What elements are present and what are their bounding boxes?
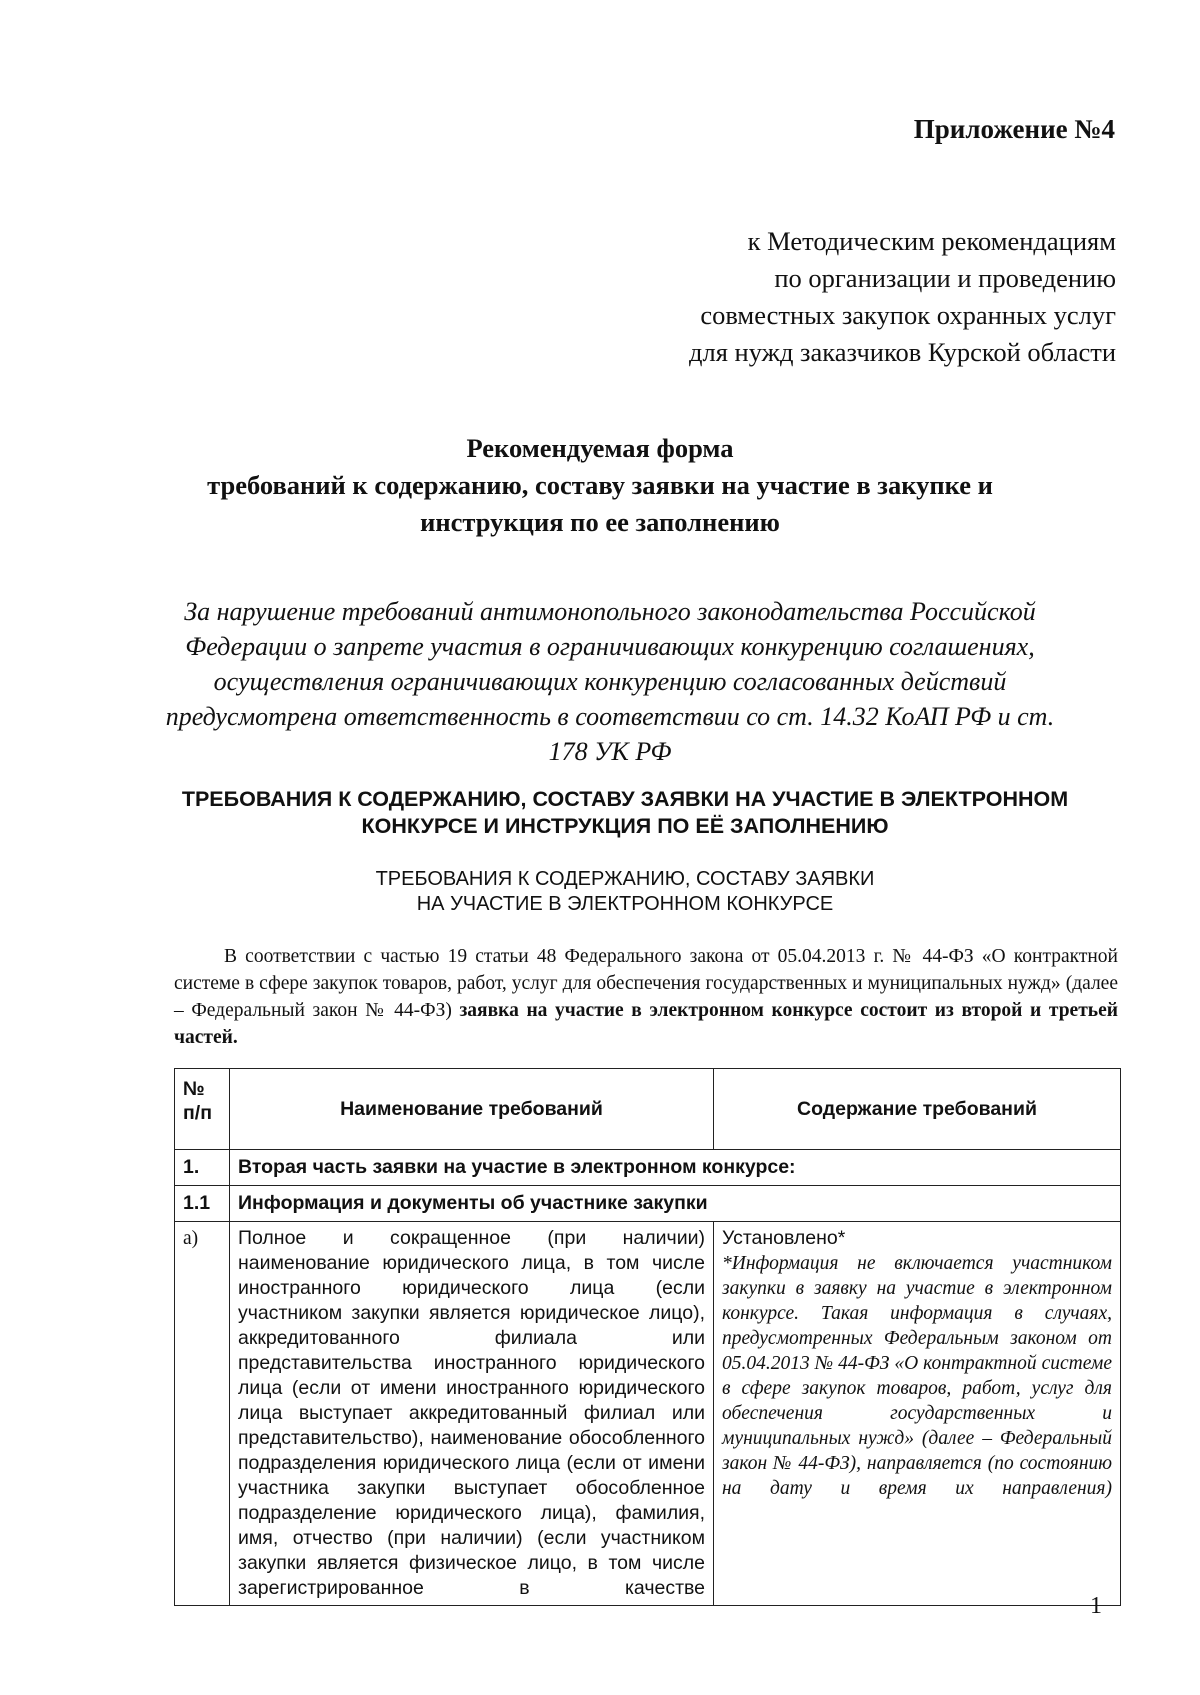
row-num: 1. (175, 1150, 230, 1186)
requirements-table (174, 1068, 1121, 1606)
row-title: Информация и документы об участнике закупки (230, 1186, 1121, 1222)
row-description: Полное и сокращенное (при наличии) наименование юридического лица, в том числе иностранного юридического лица (если участником закупки является юридическое лицо), аккредитованного филиала или представительства иностранного юридического лица (если от имени иностранного юридического лица выступает аккредитованный филиал или представительство), наименование обособленного подразделения юридического лица (если от имени участника закупки выступает обособленное подразделение юридического лица), фамилия, имя, отчество (при наличии) (если участником закупки является физическое лицо, в том числе зарегистрированное в качестве (230, 1222, 714, 1606)
appendix-title: Приложение №4 (913, 114, 1115, 144)
header-content: Содержание требований (714, 1069, 1121, 1150)
requirements-title: ТРЕБОВАНИЯ К СОДЕРЖАНИЮ, СОСТАВУ ЗАЯВКИ НА УЧАСТИЕ В ЭЛЕКТРОННОМ КОНКУРСЕ И ИНСТРУКЦИЯ ПО ЕЁ ЗАПОЛНЕНИЮ (181, 787, 1069, 838)
intro-text: В соответствии с частью 19 статьи 48 Федерального закона от 05.04.2013 г. № 44-ФЗ «О контрактной системе в сфере закупок товаров, работ, услуг для обеспечения государственных и муниципальных нужд» (далее – Федеральный закон № 44-ФЗ) (174, 946, 1118, 1021)
table-row (175, 1150, 1121, 1186)
header-name: Наименование требований (230, 1069, 714, 1150)
table-row (175, 1222, 1121, 1606)
requirements-subtitle (200, 867, 1050, 917)
appendix-subtitle (0, 223, 1116, 371)
appendix-subtitle-line: совместных закупок охранных услуг (700, 300, 1116, 330)
header-num: № п/п (175, 1069, 230, 1150)
table-header-row (175, 1069, 1121, 1150)
form-title-line: инструкция по ее заполнению (420, 507, 780, 537)
row-num: а) (175, 1222, 230, 1606)
requirements-subtitle-line: ТРЕБОВАНИЯ К СОДЕРЖАНИЮ, СОСТАВУ ЗАЯВКИ (375, 868, 875, 890)
row-value: Установлено* (722, 1227, 846, 1249)
intro-paragraph (174, 943, 1118, 1051)
table-row (175, 1186, 1121, 1222)
intro-bold-text: заявка на участие в электронном конкурсе состоит из второй и третьей частей. (174, 1000, 1118, 1048)
page-number: 1 (1090, 1593, 1102, 1619)
row-content (714, 1222, 1121, 1606)
appendix-subtitle-line: к Методическим рекомендациям (747, 226, 1116, 256)
requirements-subtitle-line: НА УЧАСТИЕ В ЭЛЕКТРОННОМ КОНКУРСЕ (416, 893, 834, 915)
form-title-line: требований к содержанию, составу заявки на участие в закупке и (207, 470, 993, 500)
row-num: 1.1 (175, 1186, 230, 1222)
row-note: *Информация не включается участником закупки в заявку на участие в электронном конкурсе. Такая информация в случаях, предусмотренных Федеральным законом от 05.04.2013 № 44-ФЗ «О контрактной системе в сфере закупок товаров, работ, услуг для обеспечения государственных и муниципальных нужд» (далее – Федеральный закон № 44-ФЗ), направляется (по состоянию на дату и время их направления) (722, 1253, 1112, 1499)
appendix-subtitle-line: для нужд заказчиков Курской области (689, 337, 1116, 367)
form-title (140, 430, 1060, 541)
appendix-subtitle-line: по организации и проведению (774, 263, 1116, 293)
form-title-line: Рекомендуемая форма (466, 433, 734, 463)
row-title: Вторая часть заявки на участие в электронном конкурсе: (230, 1150, 1121, 1186)
antimonopoly-warning: За нарушение требований антимонопольного законодательства Российской Федерации о запрете участия в ограничивающих конкуренцию соглашениях, осуществления ограничивающих конкуренцию согласованных действий предусмотрена ответственность в соответствии со ст. 14.32 КоАП РФ и ст. 178 УК РФ (165, 597, 1055, 766)
